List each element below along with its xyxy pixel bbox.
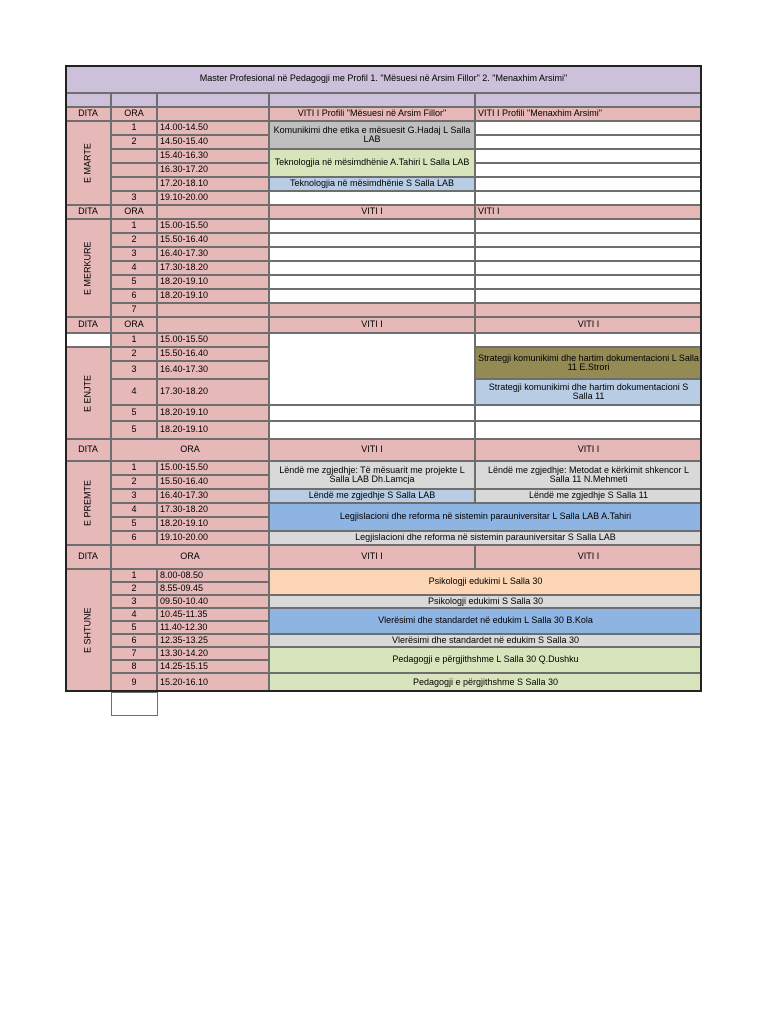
slot-time: 18.20-19.10 <box>157 517 269 531</box>
header-viti-col2: VITI I <box>475 317 702 333</box>
slot-number: 3 <box>111 489 157 503</box>
slot-number <box>111 177 157 191</box>
slot-time: 17.30-18.20 <box>157 261 269 275</box>
course-cell: Strategji komunikimi dhe hartim dokumentacioni S Salla 11 <box>475 379 702 405</box>
slot-number: 5 <box>111 421 157 439</box>
slot-number <box>111 163 157 177</box>
header-viti-col2: VITI I <box>475 545 702 569</box>
slot-number: 6 <box>111 634 157 647</box>
slot-time: 18.20-19.10 <box>157 275 269 289</box>
course-cell: Strategji komunikimi dhe hartim dokumentacioni L Salla 11 E.Strori <box>475 347 702 379</box>
slot-number: 6 <box>111 531 157 545</box>
slot-time: 17.30-18.20 <box>157 503 269 517</box>
spacer-cell <box>111 93 157 107</box>
header-blank <box>157 317 269 333</box>
empty-cell <box>269 233 475 247</box>
slot-time: 12.35-13.25 <box>157 634 269 647</box>
empty-cell <box>475 405 702 421</box>
slot-time: 18.20-19.10 <box>157 421 269 439</box>
header-ora: ORA <box>111 107 157 121</box>
slot-time: 8.55-09.45 <box>157 582 269 595</box>
empty-cell <box>269 219 475 233</box>
slot-time: 15.20-16.10 <box>157 673 269 692</box>
header-viti-col1: VITI I <box>269 317 475 333</box>
slot-time: 8.00-08.50 <box>157 569 269 582</box>
empty-cell <box>269 333 475 405</box>
empty-cell <box>475 275 702 289</box>
header-ora: ORA <box>111 439 269 461</box>
course-cell: Vlerësimi dhe standardet në edukim S Salla 30 <box>269 634 702 647</box>
header-blank <box>157 107 269 121</box>
empty-cell <box>475 191 702 205</box>
day-label-shtune: E SHTUNE <box>65 569 111 692</box>
empty-cell <box>269 275 475 289</box>
slot-time: 18.20-19.10 <box>157 289 269 303</box>
course-cell: Pedagogji e përgjithshme L Salla 30 Q.Dushku <box>269 647 702 673</box>
slot-number: 3 <box>111 191 157 205</box>
slot-time: 19.10-20.00 <box>157 531 269 545</box>
spacer-cell <box>65 93 111 107</box>
empty-cell <box>475 135 702 149</box>
slot-time: 17.30-18.20 <box>157 379 269 405</box>
slot-time: 19.10-20.00 <box>157 191 269 205</box>
slot-time: 15.50-16.40 <box>157 347 269 361</box>
slot-number: 4 <box>111 261 157 275</box>
empty-cell <box>475 121 702 135</box>
slot-number: 4 <box>111 379 157 405</box>
empty-cell <box>269 247 475 261</box>
empty-cell <box>475 261 702 275</box>
slot-time: 15.00-15.50 <box>157 219 269 233</box>
header-viti-col1: VITI I <box>269 205 475 219</box>
slot-time: 15.00-15.50 <box>157 333 269 347</box>
slot-number <box>111 149 157 163</box>
course-cell: Teknologjia në mësimdhënie A.Tahiri L Salla LAB <box>269 149 475 177</box>
header-viti-col2: VITI I <box>475 439 702 461</box>
slot-number: 5 <box>111 621 157 634</box>
slot-time: 18.20-19.10 <box>157 405 269 421</box>
empty-cell <box>269 303 475 317</box>
header-blank <box>157 205 269 219</box>
empty-cell <box>269 421 475 439</box>
empty-cell <box>475 163 702 177</box>
empty-cell <box>475 289 702 303</box>
header-viti-col1: VITI I <box>269 545 475 569</box>
slot-number: 5 <box>111 517 157 531</box>
header-viti-col2: VITI I <box>475 205 702 219</box>
slot-time: 15.00-15.50 <box>157 461 269 475</box>
slot-time: 17.20-18.10 <box>157 177 269 191</box>
slot-time: 13.30-14.20 <box>157 647 269 660</box>
header-viti-col2: VITI I Profili "Menaxhim Arsimi" <box>475 107 702 121</box>
course-cell: Lëndë me zgjedhje S Salla 11 <box>475 489 702 503</box>
header-dita: DITA <box>65 439 111 461</box>
slot-number: 1 <box>111 333 157 347</box>
course-cell: Legjislacioni dhe reforma në sistemin parauniversitar S Salla LAB <box>269 531 702 545</box>
header-ora: ORA <box>111 205 157 219</box>
empty-cell <box>475 303 702 317</box>
course-cell: Psikologji edukimi S Salla 30 <box>269 595 702 608</box>
slot-number: 5 <box>111 405 157 421</box>
page-title: Master Profesional në Pedagogji me Profil 1. "Mësuesi në Arsim Fillor" 2. "Menaxhim Arsimi" <box>65 65 702 93</box>
day-label-enjte: E ENJTE <box>65 347 111 439</box>
slot-time: 14.00-14.50 <box>157 121 269 135</box>
slot-number: 1 <box>111 461 157 475</box>
slot-time: 16.30-17.20 <box>157 163 269 177</box>
slot-time <box>157 303 269 317</box>
course-cell: Lëndë me zgjedhje: Të mësuarit me projekte L Salla LAB Dh.Lamcja <box>269 461 475 489</box>
slot-number: 1 <box>111 569 157 582</box>
slot-number: 2 <box>111 475 157 489</box>
slot-number: 2 <box>111 135 157 149</box>
course-cell: Vlerësimi dhe standardet në edukim L Salla 30 B.Kola <box>269 608 702 634</box>
slot-number: 9 <box>111 673 157 692</box>
day-label-premte: E PREMTE <box>65 461 111 545</box>
slot-number: 8 <box>111 660 157 673</box>
slot-number: 2 <box>111 347 157 361</box>
course-cell: Lëndë me zgjedhje S Salla LAB <box>269 489 475 503</box>
schedule-sheet <box>65 65 702 692</box>
slot-number: 4 <box>111 608 157 621</box>
slot-time: 11.40-12.30 <box>157 621 269 634</box>
spacer-cell <box>157 93 269 107</box>
slot-time: 14.25-15.15 <box>157 660 269 673</box>
empty-cell <box>65 333 111 347</box>
slot-number: 7 <box>111 647 157 660</box>
header-dita: DITA <box>65 317 111 333</box>
empty-cell <box>475 149 702 163</box>
course-cell: Psikologji edukimi L Salla 30 <box>269 569 702 595</box>
slot-number: 2 <box>111 233 157 247</box>
course-cell: Teknologjia në mësimdhënie S Salla LAB <box>269 177 475 191</box>
day-label-marte: E MARTE <box>65 121 111 205</box>
empty-cell <box>475 233 702 247</box>
slot-number: 4 <box>111 503 157 517</box>
slot-number: 7 <box>111 303 157 317</box>
slot-time: 15.50-16.40 <box>157 475 269 489</box>
empty-cell <box>269 261 475 275</box>
slot-time: 14.50-15.40 <box>157 135 269 149</box>
empty-cell <box>111 692 158 716</box>
header-dita: DITA <box>65 205 111 219</box>
course-cell: Lëndë me zgjedhje: Metodat e kërkimit shkencor L Salla 11 N.Mehmeti <box>475 461 702 489</box>
course-cell: Komunikimi dhe etika e mësuesit G.Hadaj L Salla LAB <box>269 121 475 149</box>
slot-number: 3 <box>111 247 157 261</box>
header-dita: DITA <box>65 545 111 569</box>
slot-number: 6 <box>111 289 157 303</box>
slot-time: 10.45-11.35 <box>157 608 269 621</box>
empty-cell <box>475 219 702 233</box>
empty-cell <box>475 421 702 439</box>
empty-cell <box>475 247 702 261</box>
header-ora: ORA <box>111 317 157 333</box>
slot-time: 16.40-17.30 <box>157 489 269 503</box>
slot-number: 2 <box>111 582 157 595</box>
spacer-cell <box>475 93 702 107</box>
empty-cell <box>475 333 702 347</box>
course-cell: Legjislacioni dhe reforma në sistemin parauniversitar L Salla LAB A.Tahiri <box>269 503 702 531</box>
header-dita: DITA <box>65 107 111 121</box>
slot-time: 16.40-17.30 <box>157 247 269 261</box>
header-viti-col1: VITI I <box>269 439 475 461</box>
slot-time: 16.40-17.30 <box>157 361 269 379</box>
slot-time: 15.40-16.30 <box>157 149 269 163</box>
day-label-merkure: E MERKURE <box>65 219 111 317</box>
slot-number: 1 <box>111 219 157 233</box>
slot-number: 5 <box>111 275 157 289</box>
empty-cell <box>269 191 475 205</box>
slot-number: 1 <box>111 121 157 135</box>
header-ora: ORA <box>111 545 269 569</box>
empty-cell <box>269 405 475 421</box>
slot-time: 09.50-10.40 <box>157 595 269 608</box>
slot-number: 3 <box>111 595 157 608</box>
empty-cell <box>475 177 702 191</box>
slot-time: 15.50-16.40 <box>157 233 269 247</box>
empty-cell <box>269 289 475 303</box>
course-cell: Pedagogji e përgjithshme S Salla 30 <box>269 673 702 692</box>
header-viti-col1: VITI I Profili "Mësuesi në Arsim Fillor" <box>269 107 475 121</box>
slot-number: 3 <box>111 361 157 379</box>
spacer-cell <box>269 93 475 107</box>
